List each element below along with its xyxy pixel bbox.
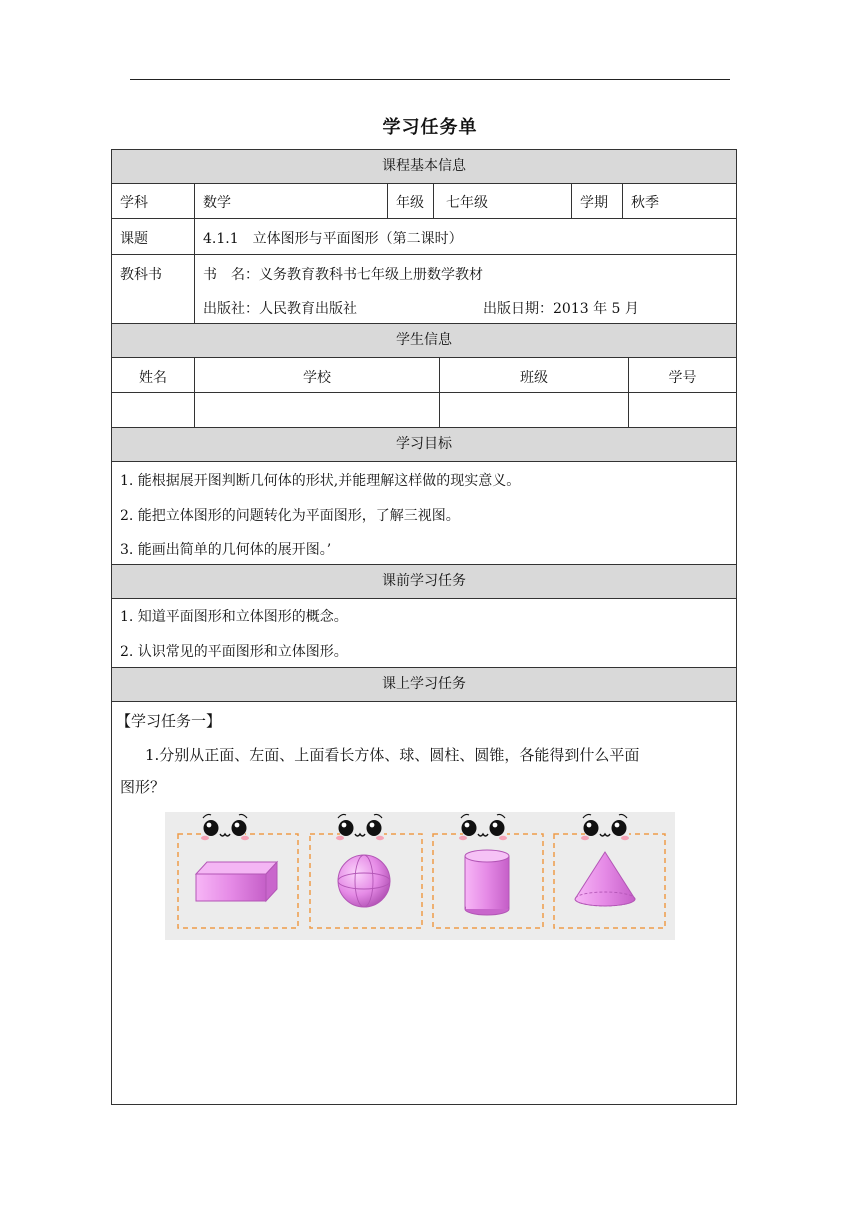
cylinder-panel bbox=[433, 814, 543, 928]
grade-label: 年级 bbox=[396, 195, 424, 211]
cone-panel bbox=[554, 814, 665, 928]
divider bbox=[194, 184, 195, 323]
divider bbox=[571, 184, 572, 218]
objective-item: 3. 能画出简单的几何体的展开图。’ bbox=[120, 542, 332, 558]
cylinder-icon bbox=[465, 850, 509, 915]
solids-figure bbox=[165, 812, 675, 940]
objectives-header: 学习目标 bbox=[111, 427, 737, 462]
divider bbox=[387, 184, 388, 218]
student-col-school: 学校 bbox=[303, 370, 331, 386]
divider bbox=[433, 184, 434, 218]
cone-icon bbox=[575, 852, 635, 906]
student-col-name: 姓名 bbox=[139, 370, 167, 386]
divider bbox=[111, 392, 737, 393]
sphere-icon bbox=[338, 855, 390, 907]
grade-value: 七年级 bbox=[446, 195, 488, 211]
task-question: 1.分别从正面、左面、上面看长方体、球、圆柱、圆锥，各能得到什么平面 bbox=[145, 746, 640, 764]
textbook-label: 教科书 bbox=[120, 267, 162, 283]
student-col-class: 班级 bbox=[520, 370, 548, 386]
course-info-header: 课程基本信息 bbox=[111, 149, 737, 184]
publish-date: 出版日期：2013 年 5 月 bbox=[483, 301, 639, 317]
term-label: 学期 bbox=[580, 195, 608, 211]
pre-class-header: 课前学习任务 bbox=[111, 564, 737, 599]
divider bbox=[111, 218, 737, 219]
term-value: 秋季 bbox=[631, 195, 659, 211]
top-rule bbox=[130, 79, 730, 80]
publisher: 出版社：人民教育出版社 bbox=[203, 301, 357, 317]
subject-value: 数学 bbox=[203, 195, 231, 211]
page-title: 学习任务单 bbox=[382, 117, 478, 138]
in-class-header: 课上学习任务 bbox=[111, 667, 737, 702]
topic-label: 课题 bbox=[120, 231, 148, 247]
topic-value: 4.1.1 立体图形与平面图形（第二课时） bbox=[203, 231, 463, 247]
sphere-panel bbox=[310, 814, 422, 928]
pre-class-item: 2. 认识常见的平面图形和立体图形。 bbox=[120, 644, 348, 660]
student-info-header: 学生信息 bbox=[111, 323, 737, 358]
objective-item: 1. 能根据展开图判断几何体的形状,并能理解这样做的现实意义。 bbox=[120, 473, 521, 489]
task-question-cont: 图形？ bbox=[120, 778, 166, 796]
task-one-title: 【学习任务一】 bbox=[116, 712, 222, 730]
book-name: 书 名：义务教育教科书七年级上册数学教材 bbox=[203, 267, 483, 283]
subject-label: 学科 bbox=[120, 195, 148, 211]
pre-class-item: 1. 知道平面图形和立体图形的概念。 bbox=[120, 609, 348, 625]
student-col-id: 学号 bbox=[668, 370, 697, 386]
divider bbox=[111, 254, 737, 255]
objective-item: 2. 能把立体图形的问题转化为平面图形，了解三视图。 bbox=[120, 508, 460, 524]
cuboid-icon bbox=[196, 862, 277, 901]
task-table bbox=[111, 149, 737, 1105]
divider bbox=[622, 184, 623, 218]
cuboid-panel bbox=[178, 814, 298, 928]
